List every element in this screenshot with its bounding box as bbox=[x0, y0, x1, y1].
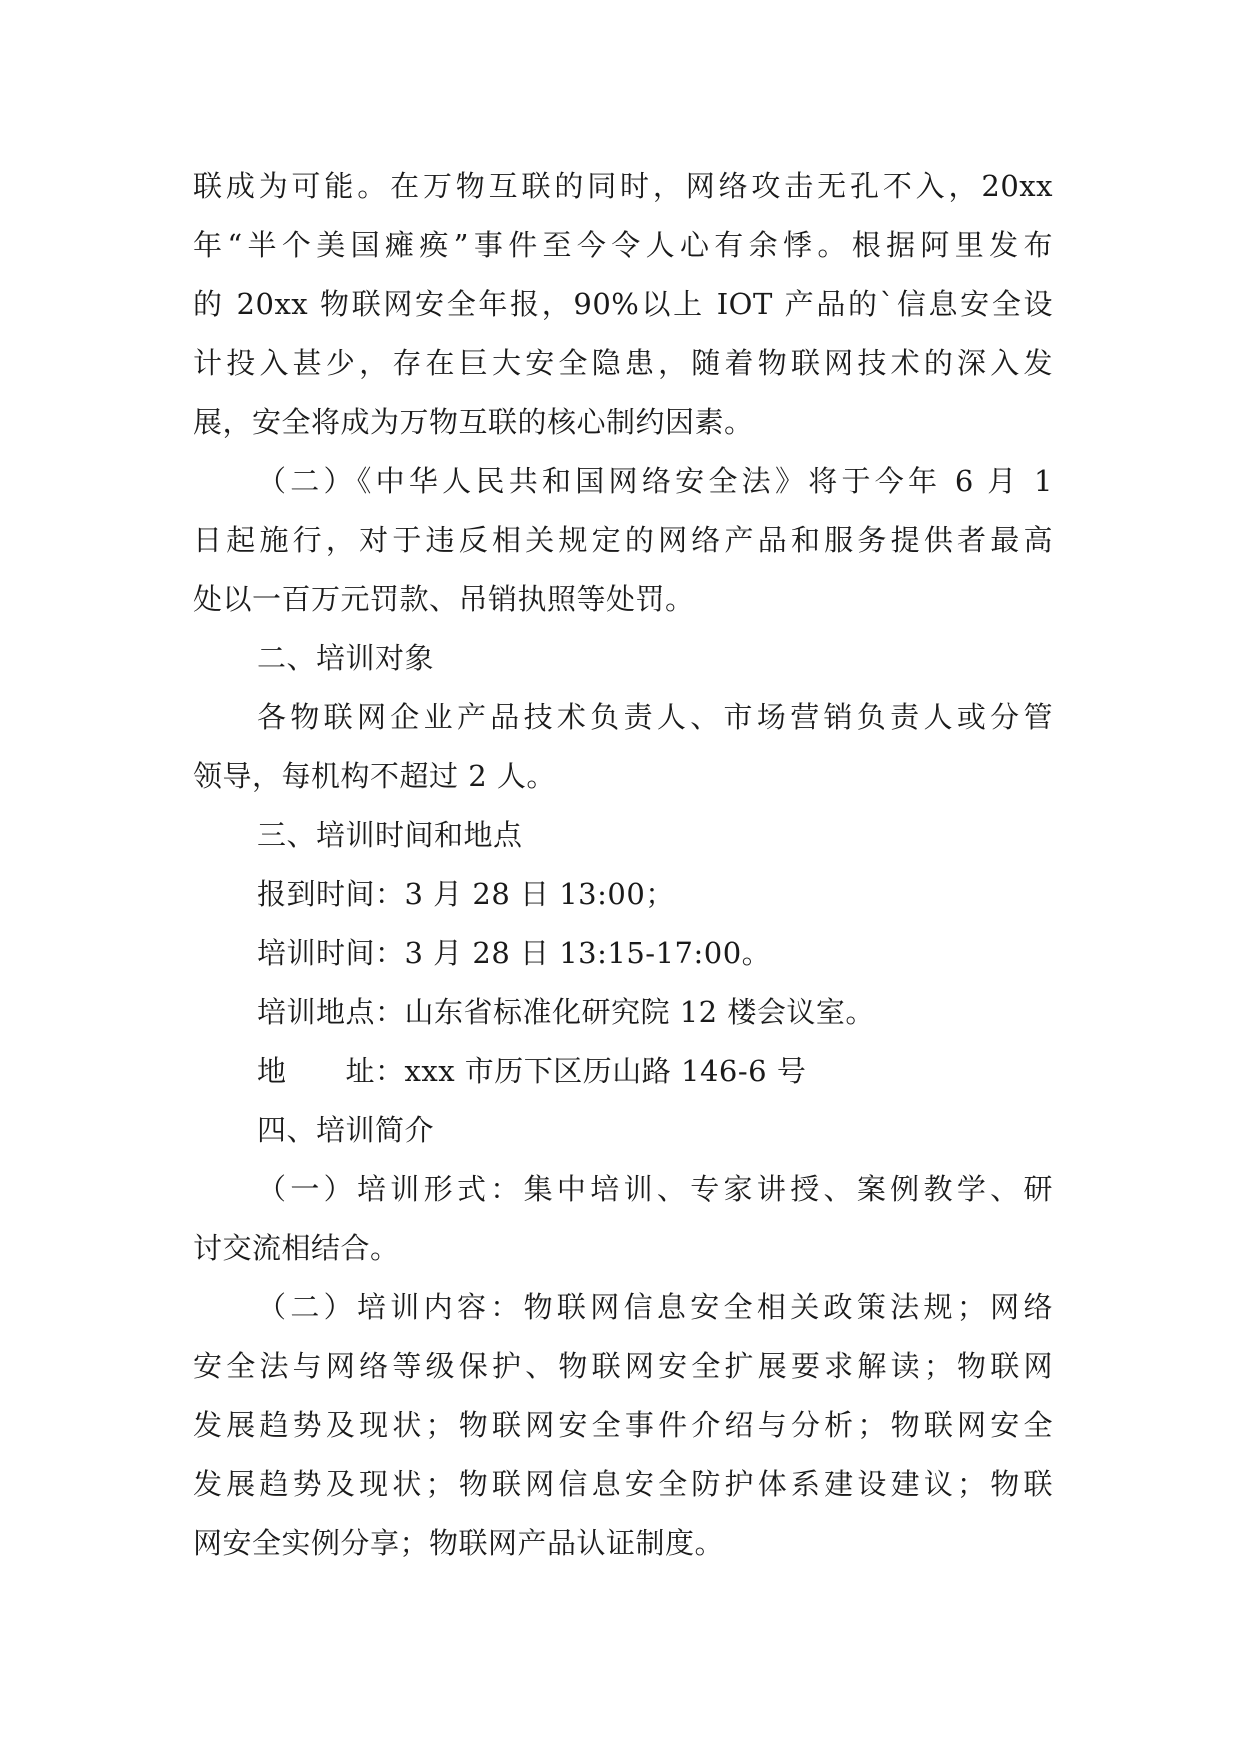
section-heading: 三、培训时间和地点 bbox=[257, 818, 523, 852]
body-text-line: 日起施行，对于违反相关规定的网络产品和服务提供者最高 bbox=[193, 523, 1053, 557]
body-text-line: 计投入甚少，存在巨大安全隐患，随着物联网技术的深入发 bbox=[193, 346, 1053, 380]
body-text-line: 培训地点：山东省标准化研究院 12 楼会议室。 bbox=[257, 995, 875, 1029]
body-text-line: 展，安全将成为万物互联的核心制约因素。 bbox=[193, 405, 754, 439]
body-text-line: 发展趋势及现状；物联网安全事件介绍与分析；物联网安全 bbox=[193, 1408, 1053, 1442]
body-text-line: 的 20xx 物联网安全年报，90%以上 IOT 产品的`信息安全设 bbox=[193, 287, 1053, 321]
body-text-line: 联成为可能。在万物互联的同时，网络攻击无孔不入，20xx bbox=[193, 169, 1053, 203]
body-text-line: （二）培训内容：物联网信息安全相关政策法规；网络 bbox=[257, 1290, 1053, 1324]
section-heading: 四、培训简介 bbox=[257, 1113, 435, 1147]
body-text-line: 领导，每机构不超过 2 人。 bbox=[193, 759, 556, 793]
body-text-line: （一）培训形式：集中培训、专家讲授、案例教学、研 bbox=[257, 1172, 1053, 1206]
section-heading: 二、培训对象 bbox=[257, 641, 435, 675]
body-text-line: 地 址：xxx 市历下区历山路 146-6 号 bbox=[257, 1054, 807, 1088]
body-text-line: 报到时间：3 月 28 日 13:00； bbox=[257, 877, 675, 911]
body-text-line: 发展趋势及现状；物联网信息安全防护体系建设建议；物联 bbox=[193, 1467, 1053, 1501]
body-text-line: （二）《中华人民共和国网络安全法》将于今年 6 月 1 bbox=[257, 464, 1053, 498]
body-text-line: 年“半个美国瘫痪”事件至今令人心有余悸。根据阿里发布 bbox=[193, 228, 1053, 262]
body-text-line: 安全法与网络等级保护、物联网安全扩展要求解读；物联网 bbox=[193, 1349, 1053, 1383]
body-text-line: 培训时间：3 月 28 日 13:15-17:00。 bbox=[257, 936, 772, 970]
body-text-line: 各物联网企业产品技术负责人、市场营销负责人或分管 bbox=[257, 700, 1053, 734]
body-text-line: 讨交流相结合。 bbox=[193, 1231, 400, 1265]
body-text-line: 网安全实例分享；物联网产品认证制度。 bbox=[193, 1526, 725, 1560]
body-text-line: 处以一百万元罚款、吊销执照等处罚。 bbox=[193, 582, 695, 616]
